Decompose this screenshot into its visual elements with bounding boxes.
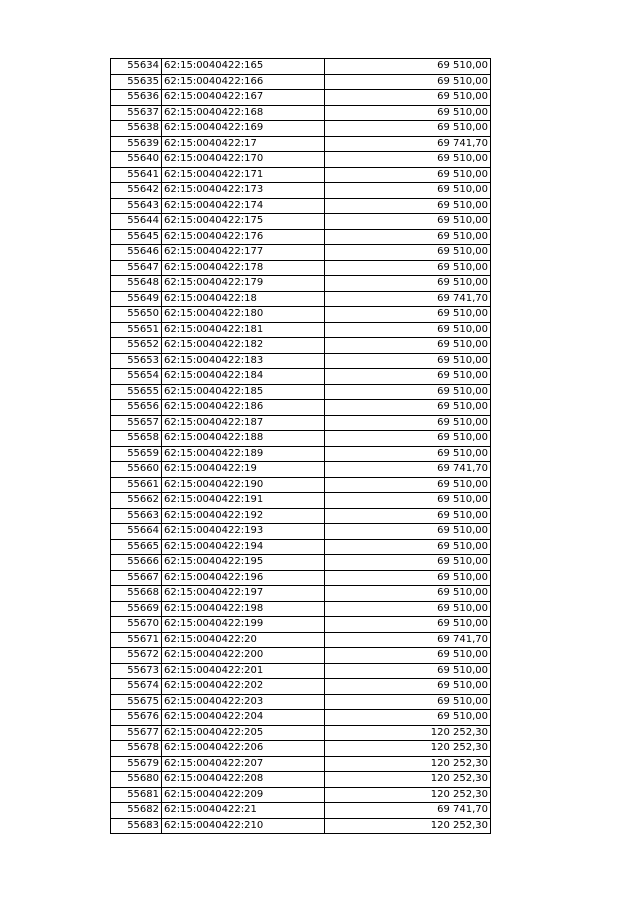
cadastral-value-cell: 69 510,00 bbox=[325, 369, 491, 385]
table-row bbox=[111, 353, 491, 369]
cadastral-value-cell: 69 741,70 bbox=[325, 291, 491, 307]
cadastral-number-cell: 62:15:0040422:187 bbox=[162, 415, 325, 431]
row-number-cell: 55642 bbox=[111, 183, 162, 199]
cadastral-value-cell: 69 510,00 bbox=[325, 384, 491, 400]
cadastral-value-cell: 120 252,30 bbox=[325, 725, 491, 741]
table-row bbox=[111, 136, 491, 152]
row-number-cell: 55635 bbox=[111, 74, 162, 90]
table-row bbox=[111, 818, 491, 834]
row-number-cell: 55672 bbox=[111, 648, 162, 664]
cadastral-value-cell: 120 252,30 bbox=[325, 772, 491, 788]
row-number-cell: 55674 bbox=[111, 679, 162, 695]
cadastral-value-cell: 120 252,30 bbox=[325, 741, 491, 757]
table-row bbox=[111, 586, 491, 602]
cadastral-value-cell: 69 510,00 bbox=[325, 245, 491, 261]
table-row bbox=[111, 446, 491, 462]
cadastral-number-cell: 62:15:0040422:199 bbox=[162, 617, 325, 633]
row-number-cell: 55656 bbox=[111, 400, 162, 416]
cadastral-number-cell: 62:15:0040422:210 bbox=[162, 818, 325, 834]
cadastral-number-cell: 62:15:0040422:185 bbox=[162, 384, 325, 400]
row-number-cell: 55678 bbox=[111, 741, 162, 757]
cadastral-number-cell: 62:15:0040422:181 bbox=[162, 322, 325, 338]
row-number-cell: 55655 bbox=[111, 384, 162, 400]
cadastral-value-cell: 69 510,00 bbox=[325, 446, 491, 462]
cadastral-number-cell: 62:15:0040422:20 bbox=[162, 632, 325, 648]
row-number-cell: 55650 bbox=[111, 307, 162, 323]
row-number-cell: 55671 bbox=[111, 632, 162, 648]
table-row bbox=[111, 276, 491, 292]
table-row bbox=[111, 679, 491, 695]
cadastral-number-cell: 62:15:0040422:184 bbox=[162, 369, 325, 385]
table-row bbox=[111, 229, 491, 245]
cadastral-number-cell: 62:15:0040422:177 bbox=[162, 245, 325, 261]
cadastral-number-cell: 62:15:0040422:18 bbox=[162, 291, 325, 307]
row-number-cell: 55677 bbox=[111, 725, 162, 741]
cadastral-value-cell: 69 510,00 bbox=[325, 508, 491, 524]
cadastral-value-cell: 69 510,00 bbox=[325, 415, 491, 431]
cadastral-value-cell: 69 510,00 bbox=[325, 648, 491, 664]
table-row bbox=[111, 787, 491, 803]
cadastral-value-cell: 69 510,00 bbox=[325, 477, 491, 493]
cadastral-value-cell: 69 510,00 bbox=[325, 601, 491, 617]
cadastral-value-cell: 69 510,00 bbox=[325, 431, 491, 447]
cadastral-value-cell: 69 510,00 bbox=[325, 276, 491, 292]
cadastral-number-cell: 62:15:0040422:17 bbox=[162, 136, 325, 152]
cadastral-number-cell: 62:15:0040422:171 bbox=[162, 167, 325, 183]
row-number-cell: 55663 bbox=[111, 508, 162, 524]
row-number-cell: 55634 bbox=[111, 59, 162, 75]
cadastral-value-cell: 69 510,00 bbox=[325, 679, 491, 695]
cadastral-number-cell: 62:15:0040422:175 bbox=[162, 214, 325, 230]
cadastral-number-cell: 62:15:0040422:209 bbox=[162, 787, 325, 803]
cadastral-number-cell: 62:15:0040422:206 bbox=[162, 741, 325, 757]
table-row bbox=[111, 245, 491, 261]
cadastral-value-cell: 69 510,00 bbox=[325, 59, 491, 75]
table-row bbox=[111, 741, 491, 757]
row-number-cell: 55652 bbox=[111, 338, 162, 354]
table-row bbox=[111, 539, 491, 555]
row-number-cell: 55675 bbox=[111, 694, 162, 710]
row-number-cell: 55638 bbox=[111, 121, 162, 137]
cadastral-value-cell: 120 252,30 bbox=[325, 818, 491, 834]
cadastral-number-cell: 62:15:0040422:170 bbox=[162, 152, 325, 168]
table-row bbox=[111, 291, 491, 307]
row-number-cell: 55644 bbox=[111, 214, 162, 230]
row-number-cell: 55641 bbox=[111, 167, 162, 183]
cadastral-value-cell: 69 741,70 bbox=[325, 803, 491, 819]
cadastral-number-cell: 62:15:0040422:180 bbox=[162, 307, 325, 323]
cadastral-value-cell: 69 510,00 bbox=[325, 400, 491, 416]
cadastral-number-cell: 62:15:0040422:183 bbox=[162, 353, 325, 369]
cadastral-value-cell: 69 510,00 bbox=[325, 152, 491, 168]
cadastral-number-cell: 62:15:0040422:179 bbox=[162, 276, 325, 292]
row-number-cell: 55659 bbox=[111, 446, 162, 462]
row-number-cell: 55660 bbox=[111, 462, 162, 478]
row-number-cell: 55639 bbox=[111, 136, 162, 152]
cadastral-number-cell: 62:15:0040422:173 bbox=[162, 183, 325, 199]
table-row bbox=[111, 477, 491, 493]
cadastral-number-cell: 62:15:0040422:207 bbox=[162, 756, 325, 772]
row-number-cell: 55657 bbox=[111, 415, 162, 431]
row-number-cell: 55643 bbox=[111, 198, 162, 214]
table-row bbox=[111, 617, 491, 633]
table-row bbox=[111, 694, 491, 710]
row-number-cell: 55664 bbox=[111, 524, 162, 540]
table-row bbox=[111, 400, 491, 416]
table-row bbox=[111, 803, 491, 819]
cadastral-number-cell: 62:15:0040422:182 bbox=[162, 338, 325, 354]
row-number-cell: 55670 bbox=[111, 617, 162, 633]
cadastral-number-cell: 62:15:0040422:208 bbox=[162, 772, 325, 788]
row-number-cell: 55649 bbox=[111, 291, 162, 307]
table-row bbox=[111, 167, 491, 183]
cadastral-value-cell: 69 510,00 bbox=[325, 307, 491, 323]
cadastral-value-cell: 69 741,70 bbox=[325, 136, 491, 152]
row-number-cell: 55666 bbox=[111, 555, 162, 571]
cadastral-value-cell: 69 741,70 bbox=[325, 462, 491, 478]
row-number-cell: 55673 bbox=[111, 663, 162, 679]
row-number-cell: 55680 bbox=[111, 772, 162, 788]
cadastral-value-cell: 69 510,00 bbox=[325, 555, 491, 571]
table-row bbox=[111, 152, 491, 168]
table-row bbox=[111, 493, 491, 509]
table-row bbox=[111, 508, 491, 524]
cadastral-number-cell: 62:15:0040422:186 bbox=[162, 400, 325, 416]
cadastral-value-cell: 69 510,00 bbox=[325, 322, 491, 338]
table-row bbox=[111, 90, 491, 106]
cadastral-number-cell: 62:15:0040422:168 bbox=[162, 105, 325, 121]
table-row bbox=[111, 663, 491, 679]
cadastral-number-cell: 62:15:0040422:191 bbox=[162, 493, 325, 509]
table-row bbox=[111, 369, 491, 385]
table-row bbox=[111, 322, 491, 338]
row-number-cell: 55667 bbox=[111, 570, 162, 586]
table-row bbox=[111, 524, 491, 540]
table-row bbox=[111, 183, 491, 199]
cadastral-value-cell: 69 510,00 bbox=[325, 694, 491, 710]
row-number-cell: 55662 bbox=[111, 493, 162, 509]
cadastral-value-cell: 120 252,30 bbox=[325, 756, 491, 772]
cadastral-value-cell: 69 510,00 bbox=[325, 198, 491, 214]
cadastral-value-table bbox=[110, 58, 491, 834]
table-row bbox=[111, 431, 491, 447]
table-row bbox=[111, 260, 491, 276]
cadastral-value-cell: 69 741,70 bbox=[325, 632, 491, 648]
cadastral-number-cell: 62:15:0040422:198 bbox=[162, 601, 325, 617]
row-number-cell: 55651 bbox=[111, 322, 162, 338]
row-number-cell: 55645 bbox=[111, 229, 162, 245]
cadastral-number-cell: 62:15:0040422:202 bbox=[162, 679, 325, 695]
row-number-cell: 55681 bbox=[111, 787, 162, 803]
cadastral-number-cell: 62:15:0040422:166 bbox=[162, 74, 325, 90]
row-number-cell: 55648 bbox=[111, 276, 162, 292]
cadastral-value-cell: 69 510,00 bbox=[325, 74, 491, 90]
cadastral-value-cell: 69 510,00 bbox=[325, 353, 491, 369]
cadastral-value-cell: 69 510,00 bbox=[325, 539, 491, 555]
cadastral-value-cell: 69 510,00 bbox=[325, 183, 491, 199]
table-row bbox=[111, 756, 491, 772]
cadastral-number-cell: 62:15:0040422:190 bbox=[162, 477, 325, 493]
cadastral-value-cell: 69 510,00 bbox=[325, 214, 491, 230]
table-row bbox=[111, 570, 491, 586]
cadastral-number-cell: 62:15:0040422:165 bbox=[162, 59, 325, 75]
cadastral-number-cell: 62:15:0040422:200 bbox=[162, 648, 325, 664]
table-row bbox=[111, 214, 491, 230]
cadastral-number-cell: 62:15:0040422:196 bbox=[162, 570, 325, 586]
cadastral-value-cell: 69 510,00 bbox=[325, 493, 491, 509]
cadastral-number-cell: 62:15:0040422:174 bbox=[162, 198, 325, 214]
cadastral-value-cell: 69 510,00 bbox=[325, 524, 491, 540]
cadastral-number-cell: 62:15:0040422:169 bbox=[162, 121, 325, 137]
cadastral-number-cell: 62:15:0040422:201 bbox=[162, 663, 325, 679]
row-number-cell: 55653 bbox=[111, 353, 162, 369]
table-row bbox=[111, 307, 491, 323]
row-number-cell: 55668 bbox=[111, 586, 162, 602]
cadastral-number-cell: 62:15:0040422:189 bbox=[162, 446, 325, 462]
cadastral-number-cell: 62:15:0040422:188 bbox=[162, 431, 325, 447]
cadastral-number-cell: 62:15:0040422:176 bbox=[162, 229, 325, 245]
row-number-cell: 55646 bbox=[111, 245, 162, 261]
row-number-cell: 55665 bbox=[111, 539, 162, 555]
table-row bbox=[111, 384, 491, 400]
table-row bbox=[111, 338, 491, 354]
row-number-cell: 55647 bbox=[111, 260, 162, 276]
cadastral-value-cell: 120 252,30 bbox=[325, 787, 491, 803]
row-number-cell: 55683 bbox=[111, 818, 162, 834]
cadastral-value-cell: 69 510,00 bbox=[325, 260, 491, 276]
cadastral-number-cell: 62:15:0040422:197 bbox=[162, 586, 325, 602]
row-number-cell: 55682 bbox=[111, 803, 162, 819]
row-number-cell: 55636 bbox=[111, 90, 162, 106]
cadastral-number-cell: 62:15:0040422:178 bbox=[162, 260, 325, 276]
table-row bbox=[111, 415, 491, 431]
cadastral-number-cell: 62:15:0040422:167 bbox=[162, 90, 325, 106]
cadastral-value-cell: 69 510,00 bbox=[325, 570, 491, 586]
cadastral-value-cell: 69 510,00 bbox=[325, 121, 491, 137]
cadastral-value-cell: 69 510,00 bbox=[325, 90, 491, 106]
cadastral-value-cell: 69 510,00 bbox=[325, 105, 491, 121]
row-number-cell: 55679 bbox=[111, 756, 162, 772]
cadastral-number-cell: 62:15:0040422:195 bbox=[162, 555, 325, 571]
cadastral-value-cell: 69 510,00 bbox=[325, 617, 491, 633]
cadastral-value-cell: 69 510,00 bbox=[325, 710, 491, 726]
table-row bbox=[111, 648, 491, 664]
row-number-cell: 55676 bbox=[111, 710, 162, 726]
row-number-cell: 55637 bbox=[111, 105, 162, 121]
table-row bbox=[111, 601, 491, 617]
cadastral-number-cell: 62:15:0040422:19 bbox=[162, 462, 325, 478]
cadastral-value-cell: 69 510,00 bbox=[325, 663, 491, 679]
table-row bbox=[111, 121, 491, 137]
cadastral-number-cell: 62:15:0040422:194 bbox=[162, 539, 325, 555]
table-row bbox=[111, 74, 491, 90]
table-body bbox=[111, 59, 491, 834]
row-number-cell: 55669 bbox=[111, 601, 162, 617]
row-number-cell: 55640 bbox=[111, 152, 162, 168]
cadastral-value-cell: 69 510,00 bbox=[325, 338, 491, 354]
cadastral-number-cell: 62:15:0040422:204 bbox=[162, 710, 325, 726]
table-row bbox=[111, 725, 491, 741]
row-number-cell: 55661 bbox=[111, 477, 162, 493]
table-row bbox=[111, 772, 491, 788]
cadastral-value-cell: 69 510,00 bbox=[325, 586, 491, 602]
cadastral-number-cell: 62:15:0040422:205 bbox=[162, 725, 325, 741]
table-row bbox=[111, 710, 491, 726]
cadastral-value-cell: 69 510,00 bbox=[325, 167, 491, 183]
row-number-cell: 55654 bbox=[111, 369, 162, 385]
table-row bbox=[111, 462, 491, 478]
cadastral-value-cell: 69 510,00 bbox=[325, 229, 491, 245]
cadastral-number-cell: 62:15:0040422:203 bbox=[162, 694, 325, 710]
table-row bbox=[111, 105, 491, 121]
cadastral-number-cell: 62:15:0040422:193 bbox=[162, 524, 325, 540]
table-row bbox=[111, 632, 491, 648]
cadastral-number-cell: 62:15:0040422:21 bbox=[162, 803, 325, 819]
cadastral-number-cell: 62:15:0040422:192 bbox=[162, 508, 325, 524]
table-row bbox=[111, 198, 491, 214]
row-number-cell: 55658 bbox=[111, 431, 162, 447]
table-row bbox=[111, 555, 491, 571]
table-row bbox=[111, 59, 491, 75]
